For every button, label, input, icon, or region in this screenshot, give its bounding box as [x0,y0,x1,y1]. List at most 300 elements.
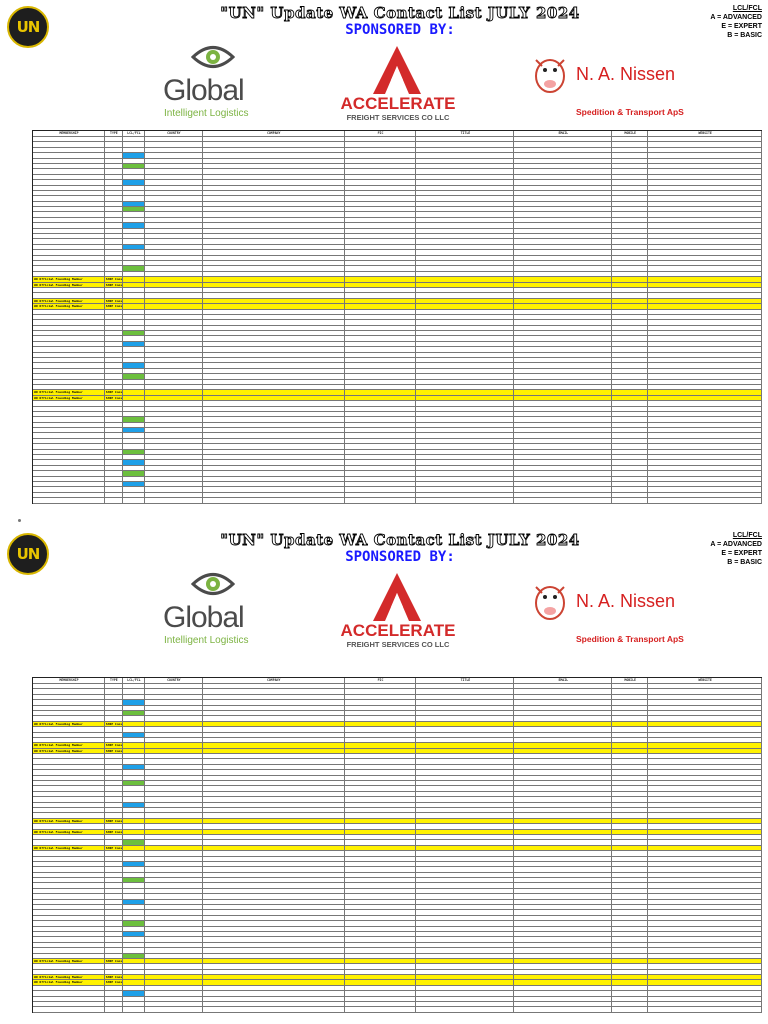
table-cell [416,423,514,427]
table-cell [345,396,417,400]
table-cell [345,250,417,254]
table-cell [33,900,105,904]
table-cell [514,1002,612,1006]
table-cell [145,374,203,378]
table-cell [416,380,514,384]
table-cell [514,846,612,850]
table-cell [345,1007,417,1011]
table-cell [612,889,648,893]
document-page-1 [0,0,768,505]
table-cell [612,272,648,276]
table-cell [514,304,612,308]
table-cell [514,137,612,141]
table-cell [123,493,145,497]
table-cell [345,374,417,378]
table-cell [345,239,417,243]
table-cell [648,894,762,898]
table-cell [123,786,145,790]
table-cell [145,840,203,844]
table-cell [105,910,123,914]
table-cell [145,326,203,330]
table-cell: UN Official Founding Member [33,743,105,747]
table-cell [105,315,123,319]
table-cell [203,857,345,861]
table-cell [203,846,345,850]
table-cell [416,191,514,195]
table-cell [345,727,417,731]
table-cell [416,910,514,914]
table-cell [145,450,203,454]
table-cell [345,390,417,394]
table-cell [345,288,417,292]
table-cell [345,180,417,184]
table-cell: SHIP Cons [105,958,123,963]
table-cell [203,738,345,742]
table-cell [123,900,145,904]
table-cell [345,148,417,152]
table-cell [203,786,345,790]
table-cell [514,937,612,941]
table-cell [345,428,417,432]
table-cell [612,743,648,747]
table-cell [33,460,105,464]
table-cell [203,245,345,249]
table-cell [345,353,417,357]
table-cell [514,700,612,704]
table-cell [345,293,417,297]
table-cell [648,482,762,486]
table-cell [514,749,612,753]
table-cell [203,207,345,211]
table-cell [145,299,203,303]
table-cell [416,937,514,941]
table-cell [203,727,345,731]
table-cell: UN Official Founding Member [33,819,105,823]
table-cell [416,477,514,481]
table-cell [203,851,345,855]
table-cell [648,964,762,968]
table-cell [416,148,514,152]
table-cell [648,336,762,340]
table-cell [145,498,203,502]
table-cell [612,175,648,179]
table-cell [123,234,145,238]
table-cell [345,266,417,270]
table-cell [145,797,203,801]
table-cell [416,164,514,168]
table-cell [123,846,145,850]
table-cell [612,867,648,871]
table-cell [145,283,203,287]
table-cell [648,743,762,747]
table-cell [345,358,417,362]
table-cell [105,363,123,367]
table-cell [105,353,123,357]
table-cell [416,733,514,737]
table-cell [123,749,145,753]
table-cell [33,482,105,486]
table-cell [345,256,417,260]
table-cell [648,916,762,920]
table-cell [123,471,145,475]
table-cell [514,207,612,211]
table-cell [123,689,145,693]
document-title: "UN" Update WA Contact List JULY 2024 [220,531,580,549]
table-cell [648,196,762,200]
table-cell [33,202,105,206]
table-cell [514,180,612,184]
table-cell [648,765,762,769]
table-cell [145,964,203,968]
table-cell [123,937,145,941]
table-cell [612,695,648,699]
table-cell [123,390,145,394]
table-cell [648,277,762,281]
table-cell [416,261,514,265]
table-cell [514,867,612,871]
table-cell [203,948,345,952]
table-cell [123,347,145,351]
table-cell [105,471,123,475]
table-cell [203,684,345,688]
table-cell [33,932,105,936]
table-cell [612,808,648,812]
table-cell [33,910,105,914]
table-cell [345,347,417,351]
table-cell [105,808,123,812]
table-cell [514,706,612,710]
table-cell [105,417,123,421]
table-cell [514,894,612,898]
table-cell [416,245,514,249]
table-cell [612,223,648,227]
table-cell [145,186,203,190]
table-cell [612,293,648,297]
table-cell [203,954,345,958]
table-cell [416,846,514,850]
table-cell [145,471,203,475]
table-cell [345,417,417,421]
table-cell [416,396,514,400]
table-cell [514,738,612,742]
table-cell [203,498,345,502]
table-cell [123,954,145,958]
table-cell [345,498,417,502]
table-cell [416,878,514,882]
table-cell [612,180,648,184]
table-cell [514,342,612,346]
table-cell [514,727,612,731]
table-cell [33,797,105,801]
table-cell [514,711,612,715]
table-cell [612,1002,648,1006]
table-cell [648,396,762,400]
table-cell [203,450,345,454]
table-cell [33,207,105,211]
table-cell [145,905,203,909]
table-cell [203,428,345,432]
table-cell [203,716,345,720]
table-cell [203,781,345,785]
table-cell [648,363,762,367]
table-cell [123,487,145,491]
table-cell [105,450,123,454]
table-cell [105,932,123,936]
table-cell [123,819,145,823]
table-cell [345,706,417,710]
table-cell [612,299,648,303]
table-cell [105,889,123,893]
table-cell [514,239,612,243]
table-cell [105,256,123,260]
table-cell [612,894,648,898]
table-cell [345,229,417,233]
table-cell [33,867,105,871]
table-cell [123,797,145,801]
table-cell [33,792,105,796]
table-cell [612,759,648,763]
table-cell [648,959,762,963]
table-cell [145,137,203,141]
table-cell [105,857,123,861]
table-cell [145,412,203,416]
table-cell [345,851,417,855]
table-cell [105,293,123,297]
table-cell [648,700,762,704]
table-cell [612,900,648,904]
table-cell [145,883,203,887]
table-cell [514,196,612,200]
table-cell [416,407,514,411]
eye-icon [191,571,235,597]
table-cell [203,932,345,936]
table-cell [648,310,762,314]
table-cell [648,749,762,753]
table-cell [145,889,203,893]
table-cell [612,336,648,340]
table-cell [123,1007,145,1011]
table-cell [203,1007,345,1011]
table-cell [203,770,345,774]
table-cell [203,412,345,416]
table-cell [145,689,203,693]
table-cell [612,493,648,497]
table-cell [648,460,762,464]
table-cell [203,700,345,704]
table-cell [123,407,145,411]
table-cell [145,733,203,737]
table-row [33,498,762,503]
table-cell [203,304,345,308]
table-cell [612,792,648,796]
table-cell [648,369,762,373]
table-cell [416,803,514,807]
table-cell [145,749,203,753]
table-cell [345,743,417,747]
table-cell [145,363,203,367]
table-cell [345,786,417,790]
table-row [33,1007,762,1012]
table-cell [416,202,514,206]
table-cell [514,153,612,157]
table-cell [203,991,345,995]
table-cell [203,369,345,373]
eye-icon [191,44,235,70]
table-cell [345,846,417,850]
table-cell [123,466,145,470]
table-cell [416,980,514,984]
table-cell [648,824,762,828]
table-cell [33,991,105,995]
table-cell [648,883,762,887]
table-cell [123,803,145,807]
table-cell [612,862,648,866]
table-cell [33,358,105,362]
table-cell [416,684,514,688]
table-cell [123,711,145,715]
table-cell [612,191,648,195]
table-cell [514,299,612,303]
table-cell [514,830,612,834]
table-cell [514,466,612,470]
table-cell [33,964,105,968]
table-cell [203,175,345,179]
table-cell [145,207,203,211]
table-cell [33,239,105,243]
table-cell [203,142,345,146]
table-cell [123,277,145,281]
table-cell [145,250,203,254]
table-cell [203,910,345,914]
table-cell [123,191,145,195]
table-cell [416,256,514,260]
table-cell [203,743,345,747]
table-cell [33,970,105,974]
table-cell [514,808,612,812]
global-logo: Global Intelligent Logistics [163,571,263,651]
table-cell [203,202,345,206]
table-cell [145,444,203,448]
table-cell [145,245,203,249]
table-cell [123,310,145,314]
table-cell [345,733,417,737]
table-cell: SHIP Cons [105,721,123,726]
table-cell [345,808,417,812]
table-cell [203,407,345,411]
table-cell [123,813,145,817]
table-cell [648,905,762,909]
table-cell [514,315,612,319]
table-cell [416,997,514,1001]
table-cell [345,997,417,1001]
table-cell [203,153,345,157]
table-cell [416,759,514,763]
table-cell [648,223,762,227]
table-cell [514,218,612,222]
table-cell [612,396,648,400]
table-cell [203,493,345,497]
table-cell [514,256,612,260]
table-cell [514,417,612,421]
table-cell [203,417,345,421]
table-cell [514,900,612,904]
table-cell: SHIP Cons [105,304,123,309]
table-cell [203,970,345,974]
table-cell [203,862,345,866]
table-cell [612,315,648,319]
table-cell [345,970,417,974]
table-cell [203,695,345,699]
table-cell [416,889,514,893]
table-cell [612,797,648,801]
table-cell [105,695,123,699]
table-cell [514,781,612,785]
table-cell [345,857,417,861]
table-cell [416,207,514,211]
table-cell [123,433,145,437]
table-cell [514,932,612,936]
table-cell [105,803,123,807]
table-cell [203,196,345,200]
table-cell: UN Official Founding Member [33,304,105,308]
table-cell [203,283,345,287]
table-cell [514,883,612,887]
table-cell [203,229,345,233]
table-cell [145,722,203,726]
table-cell [203,487,345,491]
table-cell [203,320,345,324]
table-cell [105,234,123,238]
table-cell [203,401,345,405]
table-cell [345,342,417,346]
table-cell [345,937,417,941]
table-cell [345,191,417,195]
table-cell [416,738,514,742]
table-cell [612,342,648,346]
table-cell [203,396,345,400]
table-cell [203,975,345,979]
table-cell [203,148,345,152]
table-cell [123,342,145,346]
table-cell [33,369,105,373]
table-cell [416,412,514,416]
table-cell [105,883,123,887]
table-cell [514,722,612,726]
table-cell [105,444,123,448]
table-header-cell: TITLE [416,131,514,136]
table-cell [648,873,762,877]
table-cell [123,921,145,925]
table-cell [123,878,145,882]
table-cell [105,239,123,243]
table-cell [105,733,123,737]
table-cell [203,159,345,163]
table-cell [416,883,514,887]
table-cell [416,229,514,233]
table-cell [105,770,123,774]
table-cell [123,851,145,855]
table-cell [203,315,345,319]
table-cell [123,695,145,699]
table-cell [105,137,123,141]
table-cell [105,706,123,710]
table-cell [345,223,417,227]
table-cell [648,412,762,416]
table-cell [514,390,612,394]
table-cell [416,358,514,362]
table-cell [648,283,762,287]
table-cell [612,202,648,206]
